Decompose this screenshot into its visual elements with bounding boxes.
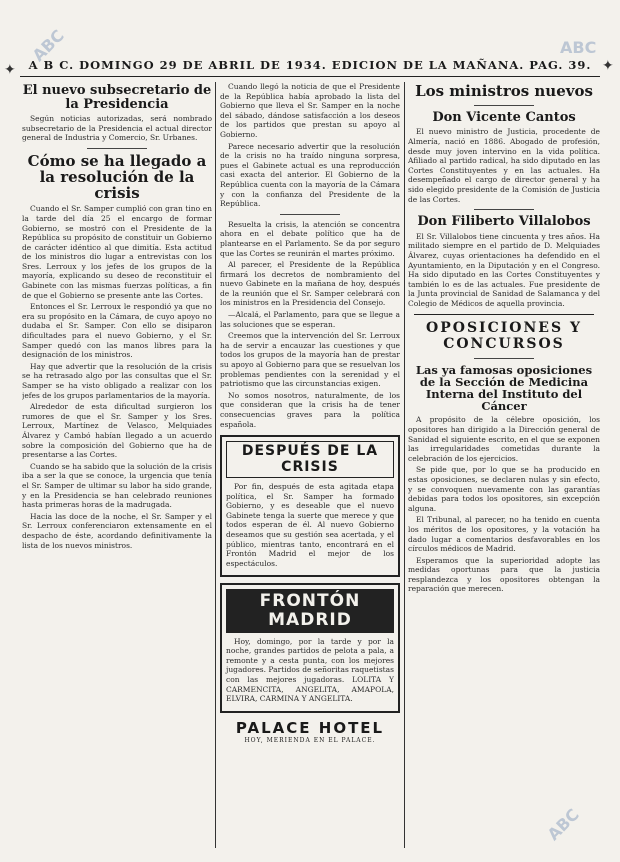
palace-hotel-ad-text: HOY, MERIENDA EN EL PALACE. (244, 736, 376, 744)
margin-mark-icon: ✦ (602, 58, 614, 74)
article-paragraph: Se pide que, por lo que se ha producido en estas oposiciones, se declaren nulas y sin efecto, y se convoquen nuevamente con las garantías debidas para todos los opositores, sin excepción alguna. (408, 465, 600, 513)
column-2 (220, 82, 400, 850)
article-paragraph: El Tribunal, al parecer, no ha tenido en cuenta los méritos de los opositores, y la votación ha dado lugar a comentarios desfavorables en los círculos médicos de Madrid. (408, 515, 600, 554)
section-title: Los ministros nuevos (415, 82, 593, 100)
ad-title: FRONTÓN MADRID (226, 589, 394, 632)
article-paragraph: Esperamos que la superioridad adopte las medidas oportunas para que la justicia resplandezca y los opositores obtengan la reparación que merecen. (408, 555, 600, 594)
article-paragraph: —Alcalá, el Parlamento, para que se llegue a las soluciones que se esperan. (220, 310, 400, 329)
divider (414, 314, 594, 315)
article-title: El nuevo subsecretario de la Presidencia (22, 83, 212, 112)
minister-name: Don Vicente Cantos (432, 109, 576, 125)
article-paragraph: Entonces el Sr. Lerroux le respondió ya que no era su propósito en la Cámara, de cuyo apoyo no dudaba el Sr. Samper. Con ello se disiparon dificultades para el nuevo Gobierno, y el Sr. Samper quedó con las manos libres para la designación de los ministros. (22, 302, 212, 360)
article-paragraph: Creemos que la intervención del Sr. Lerroux ha de servir a encauzar las cuestiones y que todos los grupos de la mayoría han de prestar su apoyo al Gobierno para que se resuelvan los problemas pendientes con la serenidad y el patriotismo que las circunstancias exigen. (220, 331, 400, 389)
article-title: Cómo se ha llegado a la resolución de la crisis (27, 152, 207, 202)
article-paragraph: Cuando llegó la noticia de que el Presidente de la República había aprobado la lista del Gobierno que lleva el Sr. Samper en la noche del sábado, dándose satisfacción a los deseos de los partidos que prestan su apoyo al Gobierno. (220, 82, 400, 139)
article-paragraph: Cuando el Sr. Samper cumplió con gran tino en la tarde del día 25 el encargo de formar Gobierno, se mostró con el Presidente de la República su propósito de constituir un Gobierno de carácter idéntico al que dimitía. Esta actitud de los ministros dio lugar a entrevistas con los Sres. Lerroux y los jefes de los grupos de la mayoría, explicando su deseo de reconstituir el Gabinete con las mismas fuerzas políticas, a fin de que el Gobierno se presente ante las Cortes. (22, 204, 212, 300)
article-paragraph: Resuelta la crisis, la atención se concentra ahora en el debate político que ha de plantearse en el Parlamento. Se da por seguro que las Cortes se reunirán el martes próximo. (220, 219, 400, 258)
article-paragraph: Parece necesario advertir que la resolución de la crisis no ha traído ninguna sorpresa, pues el Gabinete actual es una reproducción casi exacta del anterior. El Gobierno de la República cuenta con la mayoría de la Cámara y con la confianza del Presidente de la República. (220, 141, 400, 209)
column-separator (215, 82, 216, 848)
article-text: Según noticias autorizadas, será nombrado subsecretario de la Presidencia el actual director general de Industria y Comercio, Sr. Urbanes. (22, 114, 212, 143)
divider (280, 214, 340, 215)
article-paragraph: Al parecer, el Presidente de la República firmará los decretos de nombramiento del nuevo Gabinete en la mañana de hoy, después de la reunión que el Sr. Samper celebrará con los ministros en la Presidencia del Consejo. (220, 260, 400, 308)
minister-bio: El nuevo ministro de Justicia, procedente de Almería, nació en 1886. Abogado de profesión, desde muy joven intervino en la vida política. Afiliado al partido radical, ha sido diputado en las Cortes Constituyentes y en las actuales. Ha desempeñado el cargo de director general y ha sido elegido presidente de la Comisión de Justicia de las Cortes. (408, 127, 600, 204)
ad-text: Por fin, después de esta agitada etapa política, el Sr. Samper ha formado Gobierno, y es deseable que el nuevo Gabinete tenga la suerte que merece y que todos esperan de él. Al nuevo Gobierno deseamos que su gestión sea acertada, y el público, mientras tanto, encontrará en el Frontón Madrid el mejor de los espectáculos. (226, 481, 394, 568)
ad-title: DESPUÉS DE LA CRISIS (226, 441, 394, 478)
article-paragraph: Hacia las doce de la noche, el Sr. Samper y el Sr. Lerroux conferenciaron extensamente en el despacho de éste, acordando definitivamente la lista de los nuevos ministros. (22, 511, 212, 550)
divider (87, 148, 147, 149)
ad-text: Hoy, domingo, por la tarde y por la noche, grandes partidos de pelota a pala, a remonte y a cesta punta, con los mejores jugadores. Partidos de señoritas raquetistas con las mejores jugadoras. LOLITA Y CARMENCITA, ANGELITA, AMAPOLA, ELVIRA, CARMINA Y ANGELITA. (226, 636, 394, 704)
divider (474, 105, 534, 106)
article-paragraph: Cuando se ha sabido que la solución de la crisis iba a ser la que se conoce, la urgencia que tenía el Sr. Samper de ultimar su labor ha sido grande, y en la Presidencia se han celebrado reuniones hasta primeras horas de la madrugada. (22, 461, 212, 510)
article-paragraph: Alrededor de esta dificultad surgieron los rumores de que el Sr. Samper y los Sres. Lerroux, Martínez de Velasco, Melquiades Álvarez y Cambó habían llegado a un acuerdo sobre la composición del Gobierno que ha de presentarse a las Cortes. (22, 402, 212, 460)
divider (474, 358, 534, 359)
article-paragraph: No somos nosotros, naturalmente, de los que consideran que la crisis ha de tener consecuencias graves para la política española. (220, 390, 400, 429)
margin-mark-icon: ✦ (4, 62, 16, 78)
column-1 (22, 82, 212, 850)
advertisement-box (220, 583, 400, 713)
section-heading: OPOSICIONES Y CONCURSOS (426, 319, 582, 353)
watermark-right: ABC (560, 38, 597, 57)
minister-name: Don Filiberto Villalobos (417, 214, 591, 230)
watermark-bottom: ABC (543, 804, 583, 845)
divider (474, 209, 534, 210)
article-paragraph: A propósito de la célebre oposición, los opositores han dirigido a la Dirección general de Sanidad el siguiente escrito, en el que se exponen las irregularidades cometidas durante la celebración de los ejercicios. (408, 415, 600, 463)
article-paragraph: Hay que advertir que la resolución de la crisis se ha retrasado algo por las consultas que el Sr. Samper se ha visto obligado a realizar con los jefes de los grupos parlamentarios de la mayoría. (22, 361, 212, 400)
running-head: A B C. DOMINGO 29 DE ABRIL DE 1934. EDICION DE LA MAÑANA. PAG. 39. (28, 58, 592, 72)
minister-bio: El Sr. Villalobos tiene cincuenta y tres años. Ha militado siempre en el partido de D. Melquiades Álvarez, cuyas orientaciones ha defendido en el Ayuntamiento, en la Diputación y en el Congreso. Ha sido diputado en las Cortes Constituyentes y también lo es de las actuales. Fue presidente de la Junta provincial de Sanidad de Salamanca y del Colegio de Médicos de aquella provincia. (408, 231, 600, 308)
header-rule (20, 76, 600, 77)
column-3 (408, 82, 600, 850)
column-separator (404, 82, 405, 848)
palace-hotel-ad-title: PALACE HOTEL (235, 718, 385, 737)
article-title: Las ya famosas oposiciones de la Sección de Medicina Interna del Instituto del Cáncer (415, 363, 593, 414)
advertisement-box (220, 435, 400, 577)
watermark-left: ABC (28, 25, 68, 66)
